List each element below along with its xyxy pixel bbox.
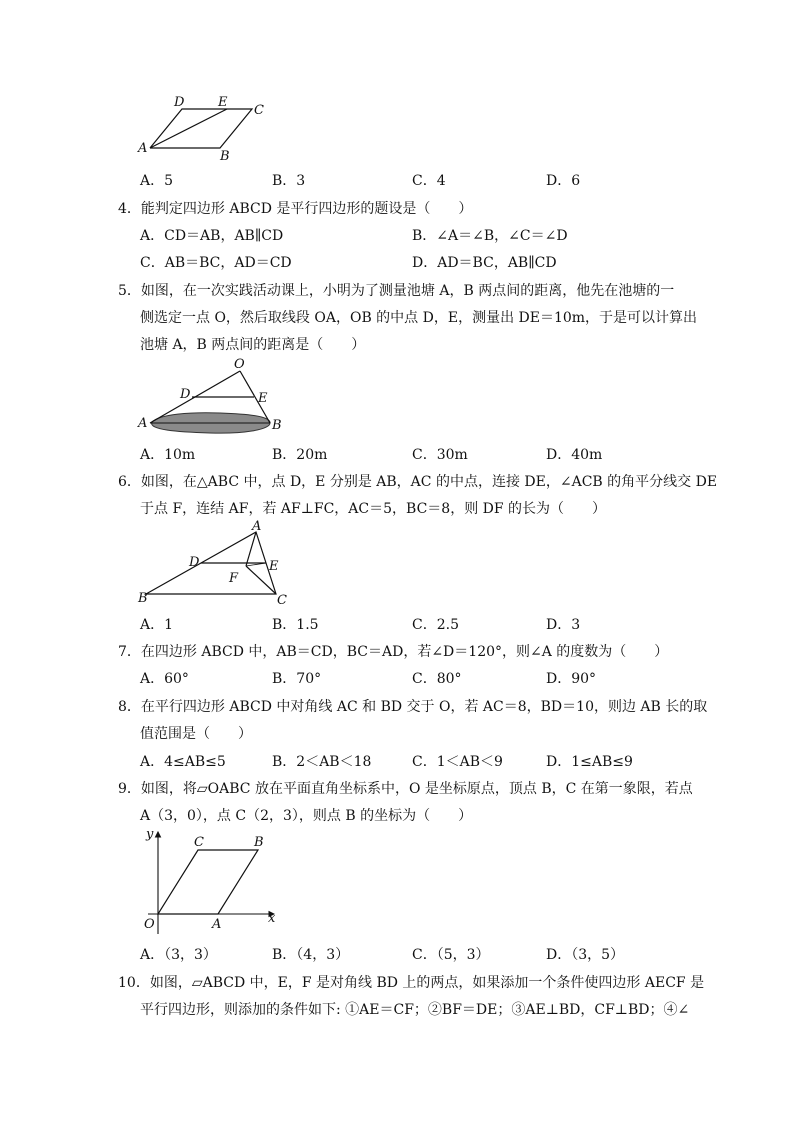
- q3-option-c: C．4: [412, 173, 446, 189]
- q3-label-e: E: [218, 95, 228, 110]
- q9-stem-line-2: A（3，0），点 C（2，3），则点 B 的坐标为（ ）: [140, 808, 473, 824]
- q9-label-x: x: [268, 911, 276, 926]
- q6-option-c: C．2.5: [412, 617, 459, 633]
- q6-label-f: F: [229, 571, 239, 586]
- q6-label-a: A: [252, 520, 262, 534]
- q9-label-c: C: [194, 835, 204, 850]
- q3-option-a: A．5: [140, 173, 174, 189]
- q6-label-b: B: [138, 591, 148, 606]
- q4-stem: 4．能判定四边形 ABCD 是平行四边形的题设是（ ）: [118, 201, 473, 217]
- q5-label-o: O: [234, 357, 245, 372]
- q8-option-d: D．1≤AB≤9: [546, 754, 633, 770]
- q6-label-d: D: [189, 555, 200, 570]
- q8-stem-line-2: 值范围是（ ）: [140, 726, 252, 742]
- q6-stem-line-2: 于点 F，连结 AF，若 AF⊥FC，AC＝5，BC＝8，则 DF 的长为（ ）: [140, 501, 607, 517]
- q9-stem-line-1: 9．如图，将▱OABC 放在平面直角坐标系中，O 是坐标原点，顶点 B，C 在第一象限，若点: [118, 781, 693, 797]
- q10-stem-line-1: 10．如图，▱ABCD 中，E，F 是对角线 BD 上的两点，如果添加一个条件使四边形 AECF 是: [118, 975, 705, 991]
- q7-option-b: B．70°: [272, 671, 322, 687]
- q6-label-e: E: [269, 559, 279, 574]
- q5-label-b: B: [272, 418, 282, 433]
- q6-option-a: A．1: [140, 617, 174, 633]
- q7-option-a: A．60°: [140, 671, 189, 687]
- q3-segment-ae: [150, 109, 227, 148]
- q8-option-b: B．2＜AB＜18: [272, 754, 372, 770]
- q9-label-y: y: [146, 827, 154, 842]
- q8-option-a: A．4≤AB≤5: [140, 754, 226, 770]
- q5-label-d: D: [180, 387, 191, 402]
- q8-stem-line-1: 8．在平行四边形 ABCD 中对角线 AC 和 BD 交于 O，若 AC＝8，BD＝10，则边 AB 长的取: [118, 699, 708, 715]
- q8-option-c: C．1＜AB＜9: [412, 754, 503, 770]
- q3-option-d: D．6: [546, 173, 581, 189]
- q6-option-d: D．3: [546, 617, 581, 633]
- q5-stem-line-1: 5．如图，在一次实践活动课上，小明为了测量池塘 A，B 两点间的距离，他先在池塘的一: [118, 283, 675, 299]
- q7-option-c: C．80°: [412, 671, 462, 687]
- q7-option-d: D．90°: [546, 671, 597, 687]
- q9-label-b: B: [254, 835, 264, 850]
- q9-option-a: A．（3，3）: [140, 947, 217, 963]
- q5-stem-line-2: 侧选定一点 O，然后取线段 OA，OB 的中点 D，E，测量出 DE＝10m，于是可以计算出: [140, 310, 698, 326]
- q4-option-d: D．AD＝BC，AB∥CD: [412, 255, 557, 271]
- q3-figure: [130, 92, 280, 164]
- q5-stem-line-3: 池塘 A，B 两点间的距离是（ ）: [140, 337, 366, 353]
- q3-label-c: C: [254, 103, 264, 118]
- q3-parallelogram: [150, 109, 252, 148]
- q3-label-d: D: [174, 95, 185, 110]
- q3-option-b: B．3: [272, 173, 306, 189]
- q5-label-e: E: [258, 391, 268, 406]
- q4-option-b: B．∠A＝∠B，∠C＝∠D: [412, 228, 568, 244]
- q5-option-d: D．40m: [546, 447, 603, 463]
- q6-option-b: B．1.5: [272, 617, 319, 633]
- q9-option-d: D．（3，5）: [546, 947, 625, 963]
- q5-option-c: C．30m: [412, 447, 468, 463]
- q9-label-a: A: [212, 917, 222, 932]
- q4-option-a: A．CD＝AB，AB∥CD: [140, 228, 284, 244]
- q9-label-o: O: [144, 917, 155, 932]
- q9-option-c: C．（5，3）: [412, 947, 490, 963]
- q5-option-a: A．10m: [140, 447, 196, 463]
- q5-option-b: B．20m: [272, 447, 328, 463]
- q3-label-a: A: [138, 141, 148, 156]
- q9-figure: [136, 826, 286, 938]
- q5-label-a: A: [138, 416, 148, 431]
- q6-stem-line-1: 6．如图，在△ABC 中，点 D，E 分别是 AB，AC 的中点，连接 DE，∠ACB 的角平分线交 DE: [118, 474, 718, 490]
- q6-label-c: C: [277, 593, 287, 608]
- q9-parallelogram-oabc: [158, 850, 258, 914]
- q4-option-c: C．AB＝BC，AD＝CD: [140, 255, 292, 271]
- q5-figure: [130, 356, 290, 436]
- q10-stem-line-2: 平行四边形，则添加的条件如下: ①AE＝CF；②BF＝DE；③AE⊥BD，CF⊥BD；④∠: [140, 1002, 690, 1018]
- q3-label-b: B: [220, 149, 230, 164]
- q7-stem: 7．在四边形 ABCD 中，AB＝CD，BC＝AD，若∠D＝120°，则∠A 的度数为（ ）: [118, 644, 669, 660]
- q6-figure: [130, 520, 300, 608]
- q9-option-b: B．（4，3）: [272, 947, 350, 963]
